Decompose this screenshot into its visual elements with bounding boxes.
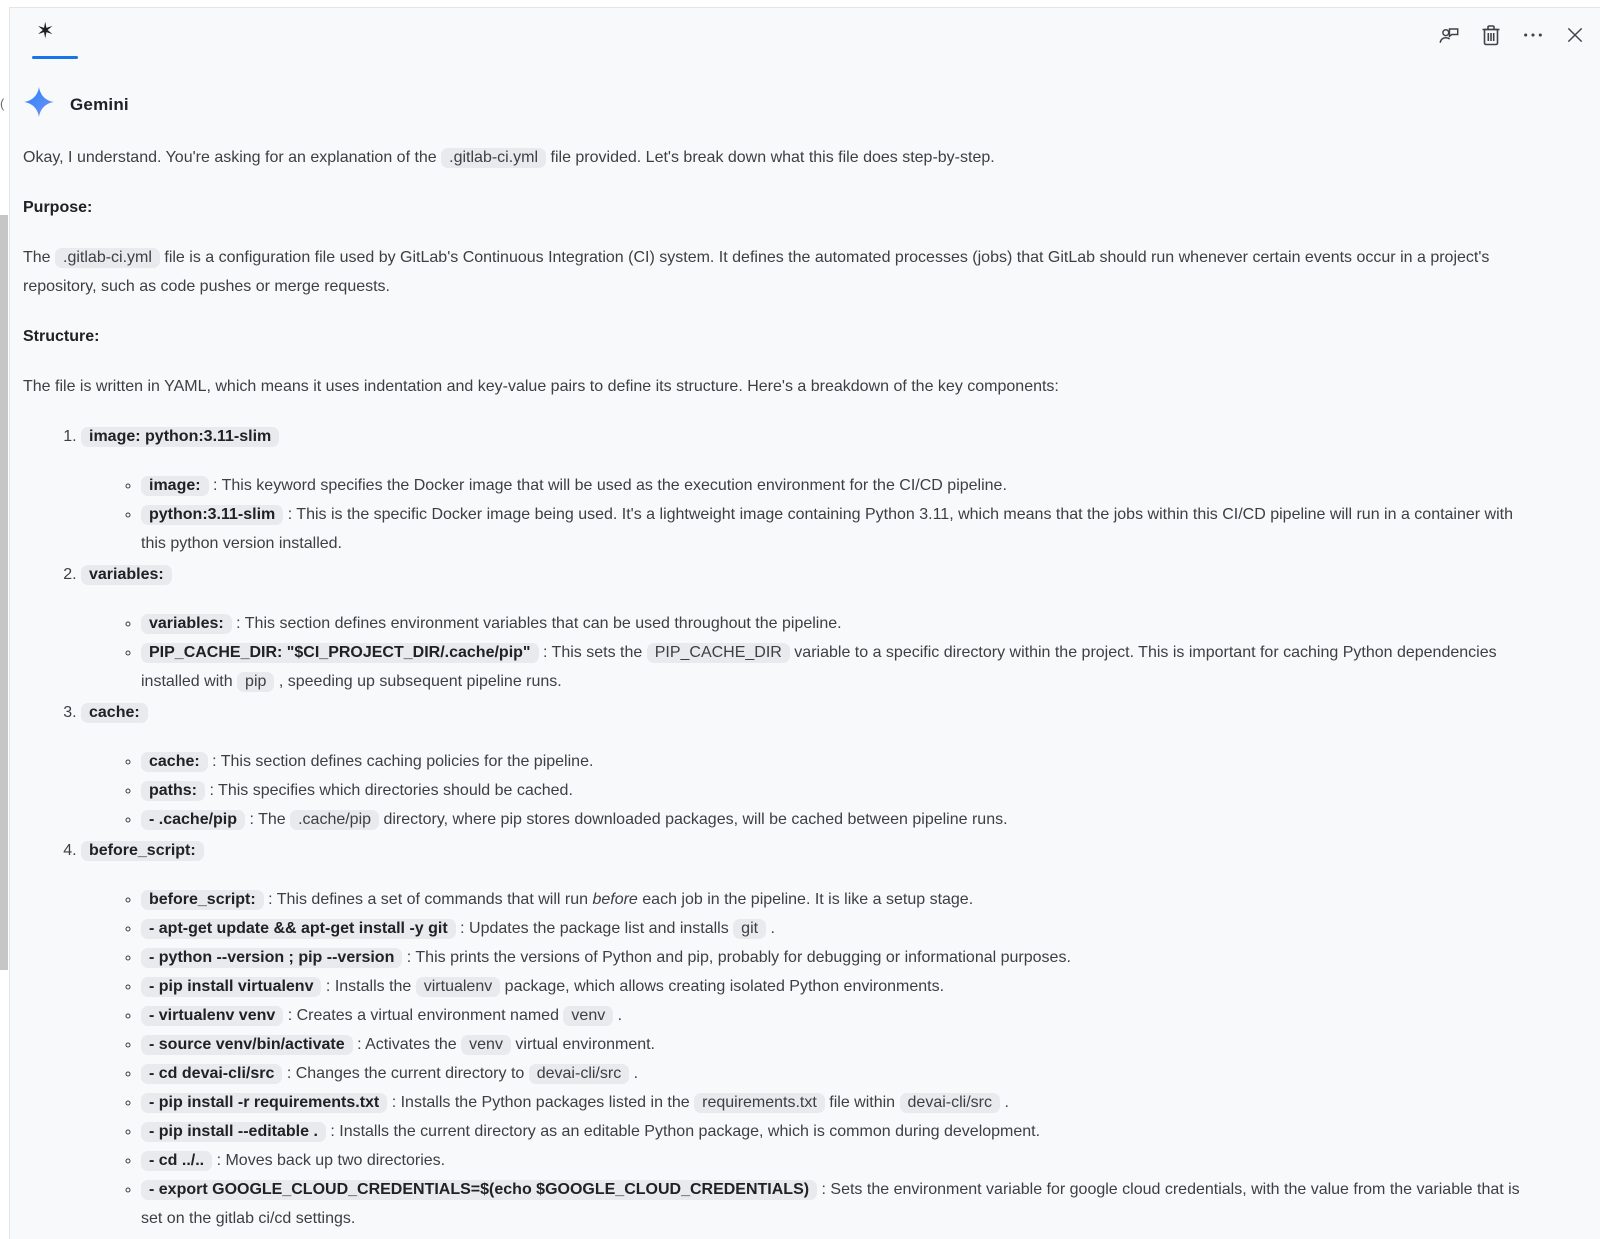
code-chip: cache: bbox=[141, 752, 208, 772]
bullet-item: ◦ - .cache/pip : The .cache/pip directory, where pip stores downloaded packages, will be cached between pipeline runs. bbox=[141, 805, 1538, 834]
paragraph: The file is written in YAML, which means it uses indentation and key-value pairs to define its structure. Here's a breakdown of the key components: bbox=[23, 378, 1059, 395]
code-chip: - pip install virtualenv bbox=[141, 977, 321, 997]
sparkle-tab-icon: ✶ bbox=[36, 18, 55, 43]
code-chip: image: bbox=[141, 476, 209, 496]
gemini-chat-panel bbox=[9, 7, 1600, 1239]
bullet-item: ◦ - pip install -r requirements.txt : Installs the Python packages listed in the requirements.txt file within devai-cli/src . bbox=[141, 1088, 1538, 1117]
code-chip: paths: bbox=[141, 781, 205, 801]
code-chip: - export GOOGLE_CLOUD_CREDENTIALS=$(echo $GOOGLE_CLOUD_CREDENTIALS) bbox=[141, 1180, 817, 1200]
gemini-sparkle-icon bbox=[23, 86, 55, 123]
adjacent-panel-edge bbox=[0, 0, 9, 1239]
left-scrollbar-thumb[interactable] bbox=[0, 215, 8, 970]
more-icon bbox=[1522, 24, 1544, 46]
code-chip: .gitlab-ci.yml bbox=[441, 148, 546, 168]
code-chip: - source venv/bin/activate bbox=[141, 1035, 353, 1055]
code-chip: .gitlab-ci.yml bbox=[55, 248, 160, 268]
bullet-item: ◦ - python --version ; pip --version : This prints the versions of Python and pip, probably for debugging or informational purposes. bbox=[141, 943, 1538, 972]
code-chip: git bbox=[733, 919, 766, 939]
code-chip: virtualenv bbox=[416, 977, 500, 997]
code-chip: venv bbox=[461, 1035, 511, 1055]
list-item bbox=[81, 698, 1538, 834]
bullet-item: ◦ python:3.11-slim : This is the specific Docker image being used. It's a lightweight image containing Python 3.11, which means that the jobs within this CI/CD pipeline will run in a container with this python version installed. bbox=[141, 500, 1538, 558]
bullet-item: ◦ - cd ../.. : Moves back up two directories. bbox=[141, 1146, 1538, 1175]
code-chip: image: python:3.11-slim bbox=[81, 427, 279, 447]
code-chip: - .cache/pip bbox=[141, 810, 245, 830]
close-panel-button[interactable] bbox=[1564, 24, 1586, 46]
sub-bullet-list bbox=[81, 609, 1538, 696]
more-options-button[interactable] bbox=[1522, 24, 1544, 46]
cutoff-glyph: ( bbox=[0, 96, 5, 111]
paragraph: Okay, I understand. You're asking for an explanation of the .gitlab-ci.yml file provided. Let's break down what this file does step-by-step. bbox=[23, 149, 995, 166]
code-chip: - cd devai-cli/src bbox=[141, 1064, 282, 1084]
emphasis-text: before bbox=[592, 891, 638, 908]
toolbar-actions bbox=[1438, 24, 1586, 46]
code-chip: variables: bbox=[81, 565, 172, 585]
bullet-item: ◦ - cd devai-cli/src : Changes the current directory to devai-cli/src . bbox=[141, 1059, 1538, 1088]
code-chip: - virtualenv venv bbox=[141, 1006, 283, 1026]
code-chip: - pip install -r requirements.txt bbox=[141, 1093, 387, 1113]
assistant-message bbox=[23, 143, 1538, 1233]
code-chip: - cd ../.. bbox=[141, 1151, 212, 1171]
bullet-item: ◦ - export GOOGLE_CLOUD_CREDENTIALS=$(echo $GOOGLE_CLOUD_CREDENTIALS) : Sets the environment variable for google cloud credentials, with the value from the variable that is set on the gitlab ci/cd settings. bbox=[141, 1175, 1538, 1233]
code-chip: - apt-get update && apt-get install -y git bbox=[141, 919, 456, 939]
code-chip: devai-cli/src bbox=[900, 1093, 1000, 1113]
list-item bbox=[81, 836, 1538, 1233]
code-chip: python:3.11-slim bbox=[141, 505, 283, 525]
code-chip: PIP_CACHE_DIR bbox=[647, 643, 790, 663]
code-chip: before_script: bbox=[141, 890, 264, 910]
bullet-item: ◦ - pip install --editable . : Installs the current directory as an editable Python package, which is common during development. bbox=[141, 1117, 1538, 1146]
chat-content bbox=[10, 66, 1600, 1233]
code-chip: variables: bbox=[141, 614, 232, 634]
gemini-tab[interactable] bbox=[28, 16, 84, 60]
bullet-item: ◦ PIP_CACHE_DIR: "$CI_PROJECT_DIR/.cache/pip" : This sets the PIP_CACHE_DIR variable to a specific directory within the project. This is important for caching Python dependencies installed with pip , speeding up subsequent pipeline runs. bbox=[141, 638, 1538, 696]
code-chip: PIP_CACHE_DIR: "$CI_PROJECT_DIR/.cache/pip" bbox=[141, 643, 539, 663]
sub-bullet-list bbox=[81, 885, 1538, 1233]
code-chip: .cache/pip bbox=[290, 810, 379, 830]
close-icon bbox=[1565, 25, 1585, 45]
code-chip: - python --version ; pip --version bbox=[141, 948, 402, 968]
code-chip: - pip install --editable . bbox=[141, 1122, 326, 1142]
trash-icon bbox=[1481, 24, 1501, 46]
bullet-item: ◦ - source venv/bin/activate : Activates the venv virtual environment. bbox=[141, 1030, 1538, 1059]
active-tab-indicator bbox=[32, 56, 78, 59]
code-chip: devai-cli/src bbox=[529, 1064, 629, 1084]
list-item bbox=[81, 422, 1538, 558]
code-chip: pip bbox=[237, 672, 274, 692]
bullet-item: ◦ image: : This keyword specifies the Docker image that will be used as the execution environment for the CI/CD pipeline. bbox=[141, 471, 1538, 500]
delete-conversation-button[interactable] bbox=[1480, 24, 1502, 46]
code-chip: venv bbox=[563, 1006, 613, 1026]
sub-bullet-list bbox=[81, 747, 1538, 834]
bullet-item: ◦ paths: : This specifies which directories should be cached. bbox=[141, 776, 1538, 805]
section-heading: Structure: bbox=[23, 328, 100, 345]
bullet-item: ◦ variables: : This section defines environment variables that can be used throughout the pipeline. bbox=[141, 609, 1538, 638]
paragraph: The .gitlab-ci.yml file is a configuration file used by GitLab's Continuous Integration (CI) system. It defines the automated processes (jobs) that GitLab should run whenever certain events occur in a project's repository, such as code pushes or merge requests. bbox=[23, 249, 1490, 295]
code-chip: cache: bbox=[81, 703, 148, 723]
feedback-icon bbox=[1438, 24, 1460, 46]
assistant-header bbox=[23, 86, 1538, 123]
bullet-item: ◦ cache: : This section defines caching policies for the pipeline. bbox=[141, 747, 1538, 776]
assistant-name: Gemini bbox=[70, 94, 129, 114]
section-heading: Purpose: bbox=[23, 199, 93, 216]
component-list bbox=[23, 422, 1538, 1233]
feedback-button[interactable] bbox=[1438, 24, 1460, 46]
bullet-item: ◦ - apt-get update && apt-get install -y git : Updates the package list and installs git . bbox=[141, 914, 1538, 943]
panel-toolbar bbox=[10, 8, 1600, 66]
sub-bullet-list bbox=[81, 471, 1538, 558]
bullet-item: ◦ - pip install virtualenv : Installs the virtualenv package, which allows creating isolated Python environments. bbox=[141, 972, 1538, 1001]
code-chip: before_script: bbox=[81, 841, 204, 861]
code-chip: requirements.txt bbox=[694, 1093, 825, 1113]
bullet-item: ◦ before_script: : This defines a set of commands that will run before each job in the pipeline. It is like a setup stage. bbox=[141, 885, 1538, 914]
bullet-item: ◦ - virtualenv venv : Creates a virtual environment named venv . bbox=[141, 1001, 1538, 1030]
list-item bbox=[81, 560, 1538, 696]
